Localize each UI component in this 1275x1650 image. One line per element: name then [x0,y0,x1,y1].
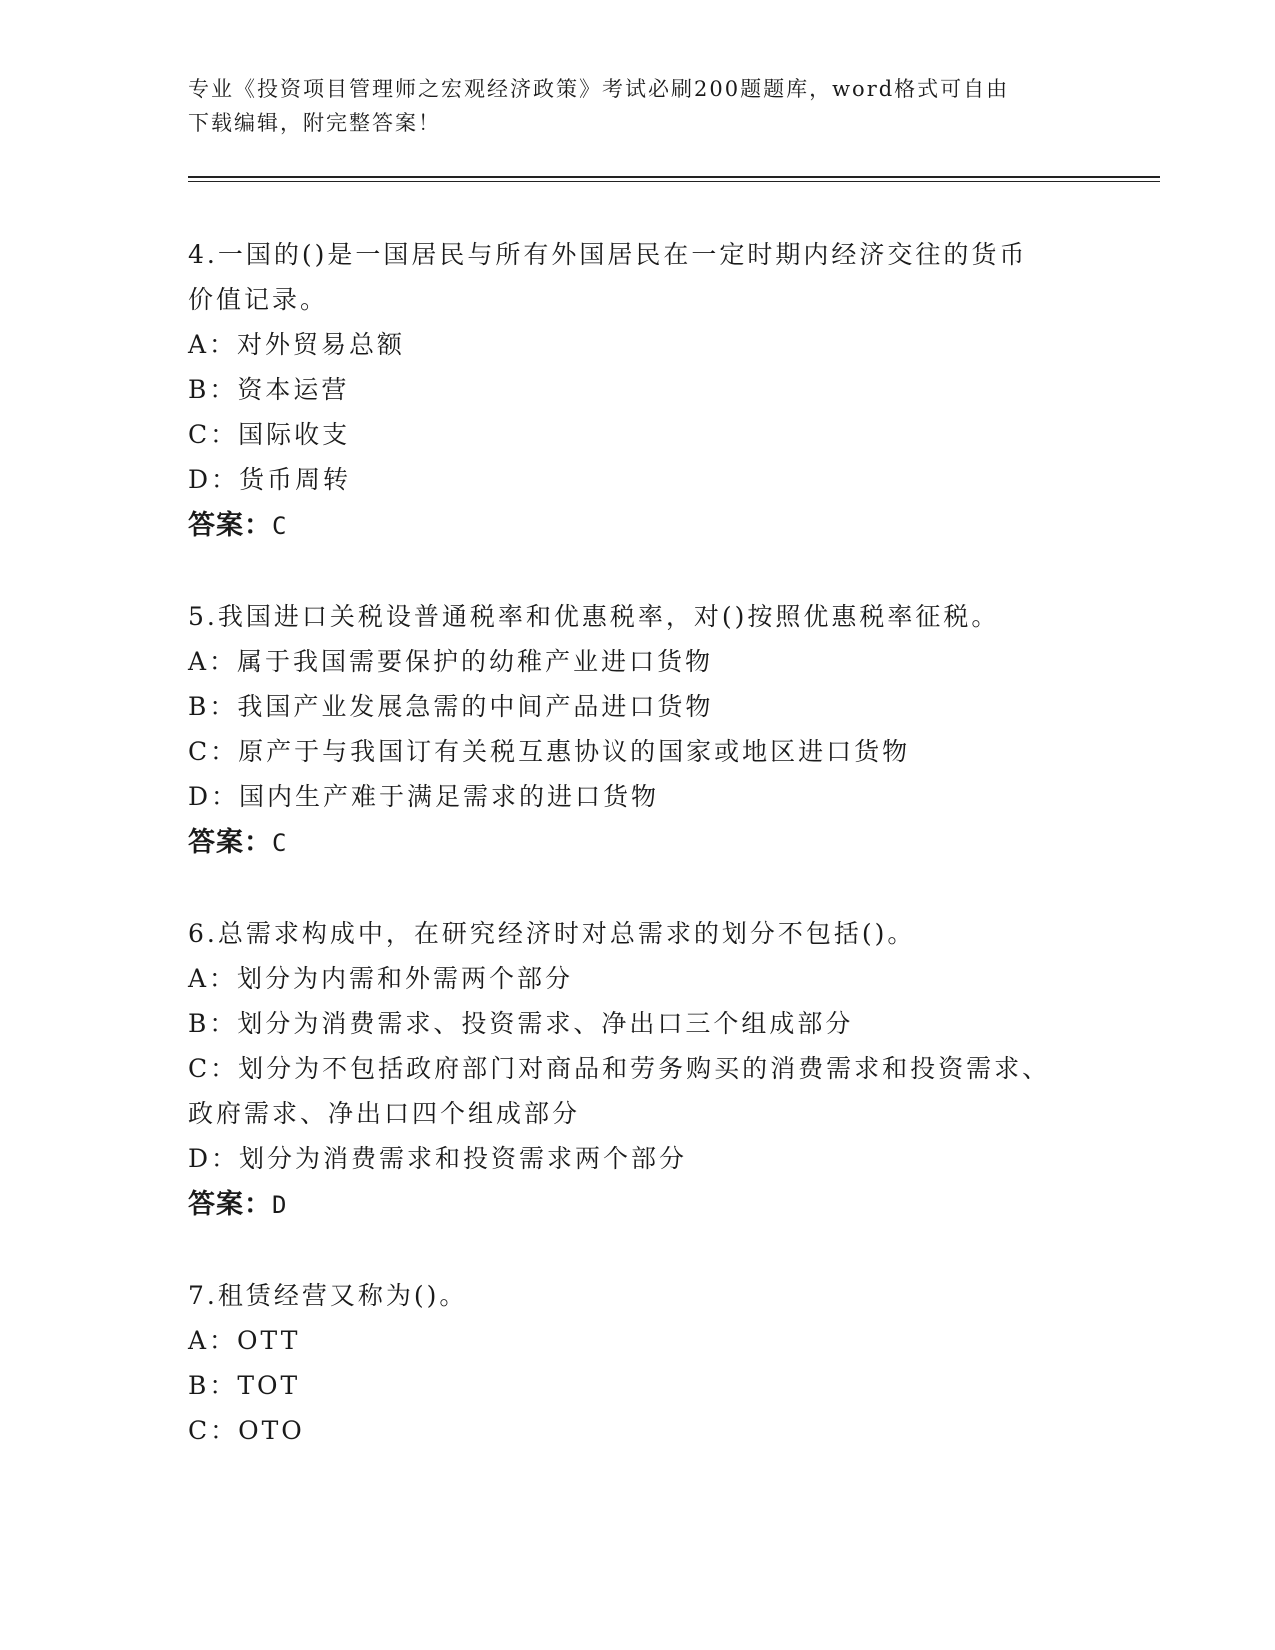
answer-option: A：属于我国需要保护的幼稚产业进口货物 [188,647,714,676]
answer-option: B：资本运营 [188,375,350,404]
header-divider-thick [188,176,1160,178]
answer-value: C [272,512,288,540]
answer-key [188,819,1088,867]
question-stem: 5.我国进口关税设普通税率和优惠税率，对()按照优惠税率征税。 [188,602,1000,631]
answer-label: 答案： [188,510,272,541]
question-block [188,1273,1088,1453]
answer-option: D：货币周转 [188,465,352,494]
answer-option: D：国内生产难于满足需求的进口货物 [188,782,660,811]
question-list [188,232,1088,1497]
answer-label: 答案： [188,827,272,858]
answer-option: C：原产于与我国订有关税互惠协议的国家或地区进口货物 [188,737,911,766]
question-stem: 6.总需求构成中，在研究经济时对总需求的划分不包括()。 [188,919,916,948]
question-block [188,594,1088,867]
answer-key [188,1181,1088,1229]
question-stem: 价值记录。 [188,285,329,314]
answer-option: A：划分为内需和外需两个部分 [188,964,574,993]
answer-option: C：国际收支 [188,420,351,449]
answer-key [188,502,1088,550]
answer-option: B：我国产业发展急需的中间产品进口货物 [188,692,714,721]
page-header [188,72,1088,140]
answer-option: D：划分为消费需求和投资需求两个部分 [188,1144,688,1173]
answer-option: B：划分为消费需求、投资需求、净出口三个组成部分 [188,1009,854,1038]
answer-option: C：划分为不包括政府部门对商品和劳务购买的消费需求和投资需求、 [188,1054,1051,1083]
question-stem: 7.租赁经营又称为()。 [188,1281,468,1310]
answer-option: A：OTT [188,1326,301,1355]
answer-value: C [272,829,288,857]
answer-value: D [272,1191,288,1219]
question-block [188,911,1088,1229]
answer-option: B：TOT [188,1371,301,1400]
question-stem: 4.一国的()是一国居民与所有外国居民在一定时期内经济交往的货币 [188,240,1028,269]
answer-label: 答案： [188,1189,272,1220]
header-divider-thin [188,181,1160,182]
answer-option: C：OTO [188,1416,305,1445]
answer-option: 政府需求、净出口四个组成部分 [188,1099,581,1128]
answer-option: A：对外贸易总额 [188,330,406,359]
header-line-2: 下载编辑，附完整答案！ [188,111,441,135]
question-block [188,232,1088,550]
header-line-1: 专业《投资项目管理师之宏观经济政策》考试必刷200题题库，word格式可自由 [188,77,1010,101]
